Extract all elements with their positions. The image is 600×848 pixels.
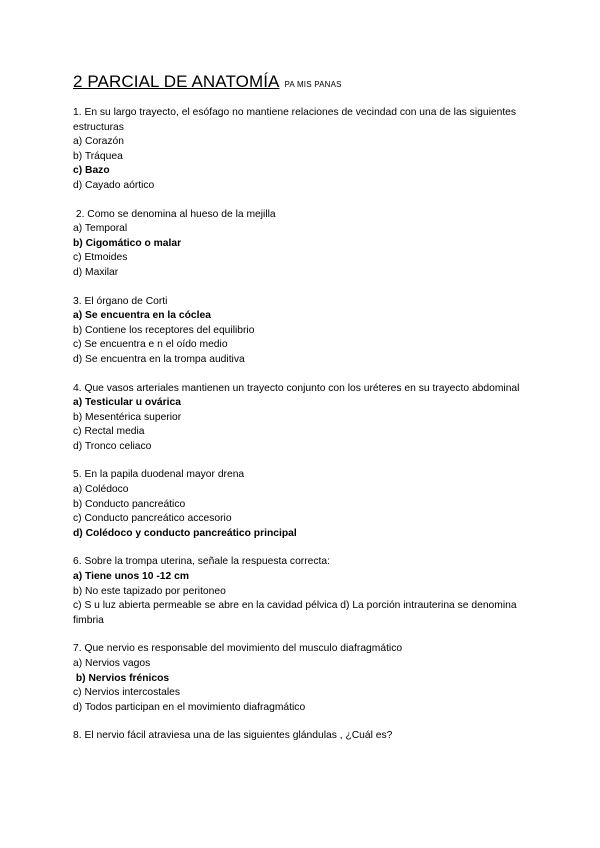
- document-subtitle: PA MIS PANAS: [284, 80, 342, 89]
- option: c) Se encuentra e n el oído medio: [73, 339, 228, 351]
- option: a) Corazón: [73, 136, 124, 148]
- option: a) Nervios vagos: [73, 658, 151, 669]
- question-text: 4. Que vasos arteriales mantienen un trayecto conjunto con los uréteres en su trayecto abdominal: [73, 382, 520, 394]
- correct-option: d) Colédoco y conducto pancreático principal: [73, 527, 297, 539]
- option: d) Cayado aórtico: [73, 179, 155, 191]
- question-text: 6. Sobre la trompa uterina, señale la respuesta correcta:: [73, 556, 330, 568]
- option: c) Conducto pancreático accesorio: [73, 513, 232, 525]
- question-text: 3. El órgano de Corti: [73, 295, 168, 307]
- option: b) Conducto pancreático: [73, 498, 186, 510]
- document-title: 2 PARCIAL DE ANATOMÍA: [73, 72, 280, 91]
- question-1: [73, 106, 533, 194]
- question-text: 2. Como se denomina al hueso de la mejilla: [73, 208, 276, 220]
- option: c) S u luz abierta permeable se abre en la cavidad pélvica d) La porción intrauterina se denomina fimbria: [73, 600, 517, 626]
- question-text: 5. En la papila duodenal mayor drena: [73, 469, 245, 481]
- correct-option: c) Bazo: [73, 165, 110, 177]
- correct-option: a) Testicular u ovárica: [73, 397, 181, 409]
- option: d) Se encuentra en la trompa auditiva: [73, 353, 245, 365]
- option: b) Contiene los receptores del equilibrio: [73, 324, 255, 336]
- question-7: [73, 642, 533, 715]
- question-8: [73, 729, 533, 744]
- option: d) Maxilar: [73, 266, 119, 278]
- question-3: [73, 295, 533, 368]
- question-text: 1. En su largo trayecto, el esófago no mantiene relaciones de vecindad con una de las siguientes estructuras: [73, 107, 517, 133]
- question-text: 8. El nervio fácil atraviesa una de las siguientes glándulas , ¿Cuál es?: [73, 730, 393, 742]
- correct-option: b) Nervios frénicos: [73, 672, 170, 684]
- correct-option: b) Cigomático o malar: [73, 237, 182, 249]
- option: d) Tronco celiaco: [73, 440, 152, 452]
- option: d) Todos participan en el movimiento diafragmático: [73, 701, 306, 713]
- question-2: [73, 208, 533, 281]
- option: b) Tráquea: [73, 150, 123, 162]
- header: [73, 72, 533, 92]
- correct-option: a) Se encuentra en la cóclea: [73, 310, 211, 322]
- option: c) Nervios intercostales: [73, 687, 181, 699]
- document-page: [73, 72, 533, 758]
- question-text: 7. Que nervio es responsable del movimiento del musculo diafragmático: [73, 643, 403, 655]
- question-6: [73, 555, 533, 628]
- option: b) Mesentérica superior: [73, 411, 182, 423]
- option: a) Temporal: [73, 223, 128, 235]
- question-5: [73, 468, 533, 541]
- correct-option: a) Tiene unos 10 -12 cm: [73, 571, 189, 583]
- question-4: [73, 382, 533, 455]
- option: c) Rectal media: [73, 426, 145, 438]
- option: b) No este tapizado por peritoneo: [73, 585, 226, 597]
- option: c) Etmoides: [73, 252, 128, 264]
- option: a) Colédoco: [73, 484, 129, 496]
